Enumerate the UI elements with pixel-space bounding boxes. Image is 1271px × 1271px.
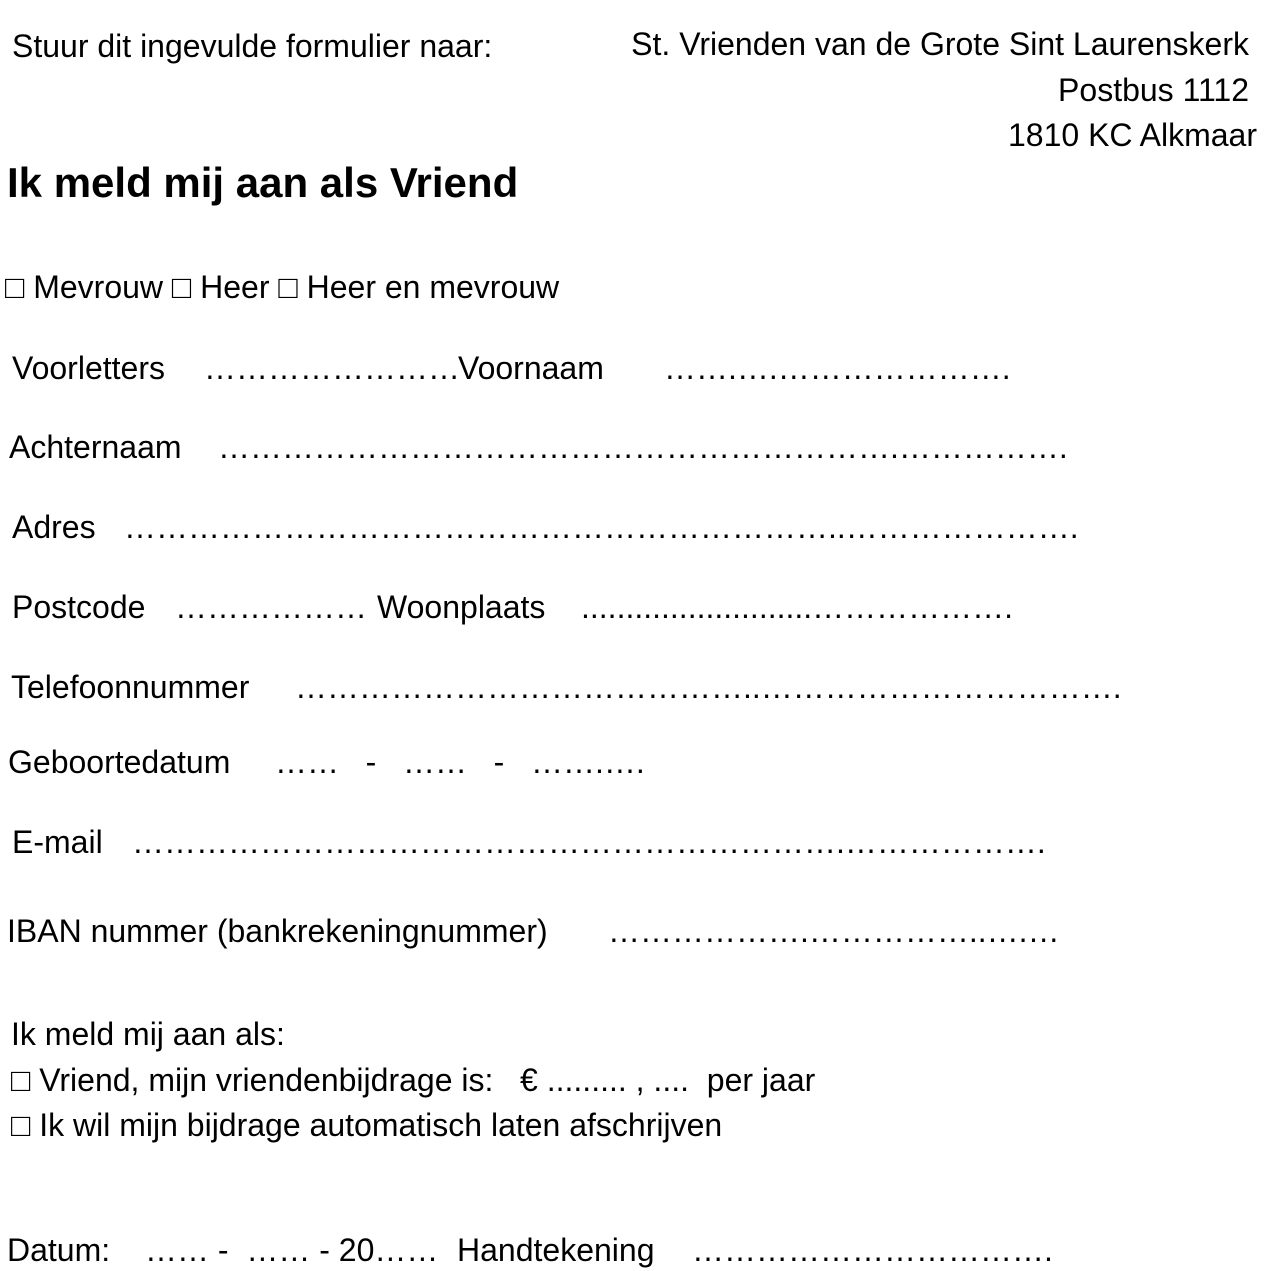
iban-label: IBAN nummer (bankrekeningnummer) <box>7 913 548 949</box>
voornaam-field[interactable]: …….….…………………. <box>664 350 1011 386</box>
voornaam-label: Voornaam <box>458 350 604 386</box>
handtekening-label: Handtekening <box>457 1232 655 1268</box>
achternaam-label: Achternaam <box>9 429 182 465</box>
geboortedatum-field[interactable]: …… - …… - …….…. <box>275 744 645 780</box>
achternaam-field[interactable]: ……………………………………………………….……………. <box>218 429 1068 465</box>
woonplaats-label: Woonplaats <box>377 589 546 625</box>
membership-heading: Ik meld mij aan als: <box>11 1016 285 1052</box>
postcode-field[interactable]: ……………… <box>175 589 367 625</box>
address-postbus: Postbus 1112 <box>1058 72 1249 108</box>
telefoon-field[interactable]: ……………………………………..……………………………. <box>295 669 1122 705</box>
email-label: E-mail <box>12 824 103 860</box>
postcode-label: Postcode <box>12 589 146 625</box>
voorletters-label: Voorletters <box>12 350 165 386</box>
datum-field[interactable]: …… - …… - 20…… <box>145 1232 439 1268</box>
handtekening-field[interactable]: ……………………………. <box>692 1232 1053 1268</box>
woonplaats-field[interactable]: ..........................………………. <box>581 589 1014 625</box>
telefoon-label: Telefoonnummer <box>11 669 250 705</box>
option-vriend[interactable]: □ Vriend, mijn vriendenbijdrage is: € ......... , .... per jaar <box>11 1062 816 1098</box>
address-postcode-city: 1810 KC Alkmaar <box>1007 117 1257 153</box>
datum-label: Datum: <box>7 1232 111 1268</box>
iban-field[interactable]: ……………….……………..….… <box>608 913 1060 949</box>
send-instruction: Stuur dit ingevulde formulier naar: <box>12 28 493 64</box>
page-title: Ik meld mij aan als Vriend <box>7 159 519 206</box>
address-organization: St. Vrienden van de Grote Sint Laurenskerk <box>631 26 1249 62</box>
option-automatisch-afschrijven[interactable]: □ Ik wil mijn bijdrage automatisch laten afschrijven <box>11 1107 723 1143</box>
salutation-options[interactable]: □ Mevrouw □ Heer □ Heer en mevrouw <box>5 269 560 305</box>
adres-label: Adres <box>12 509 96 545</box>
geboortedatum-label: Geboortedatum <box>8 744 231 780</box>
voorletters-field[interactable]: …………………… <box>204 350 460 386</box>
adres-field[interactable]: …………………………………………………………..…………………. <box>124 509 1079 545</box>
email-field[interactable]: ………………………………………………………….………………. <box>132 824 1046 860</box>
